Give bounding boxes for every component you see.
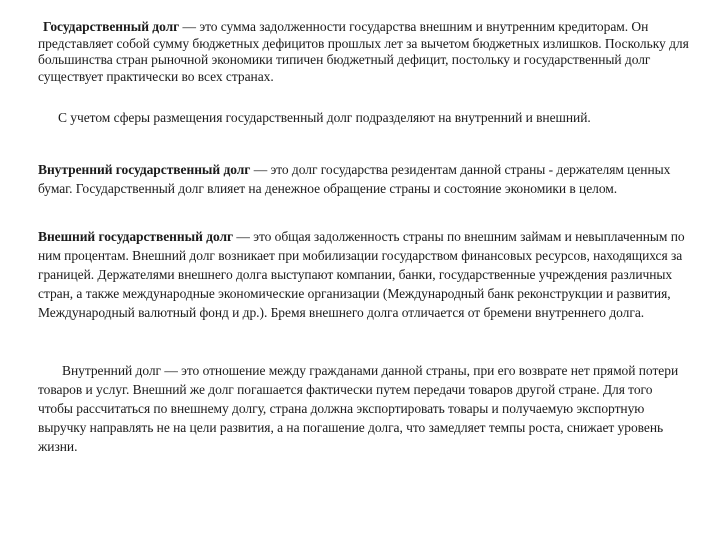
paragraph-text: Внутренний долг — это отношение между гражданами данной страны, при его возврате нет прямой потери товаров и услуг. Внешний же долг погашается фактически путем передачи товаров другой стране. Для того чтобы рассчитаться по внешнему долгу, страна должна экспортировать товары и получаемую экспортную выручку направлять не на цели развития, а на погашение долга, что замедляет темпы роста, снижает уровень жизни. xyxy=(38,363,679,454)
paragraph-debt-comparison xyxy=(38,361,690,456)
paragraph-text: — это долг государства резидентам данной страны - держателям ценных бумаг. Государственный долг влияет на денежное обращение страны и состояние экономики в целом. xyxy=(38,162,671,196)
term-internal-debt: Внутренний государственный долг xyxy=(38,162,251,177)
paragraph-external-debt xyxy=(38,227,690,322)
paragraph-debt-classification xyxy=(38,110,690,127)
paragraph-text: С учетом сферы размещения государственный долг подразделяют на внутренний и внешний. xyxy=(58,110,591,125)
paragraph-indent xyxy=(38,110,58,125)
paragraph-internal-debt xyxy=(38,160,690,198)
paragraph-text: — это сумма задолженности государства внешним и внутренним кредиторам. Он представляет собой сумму бюджетных дефицитов прошлых лет за вычетом бюджетных излишков. Поскольку для большинства стран рыночной экономики типичен бюджетный дефицит, постольку и государственный долг существует практически во всех странах. xyxy=(38,19,689,84)
term-external-debt: Внешний государственный долг xyxy=(38,229,234,244)
paragraph-state-debt-definition xyxy=(38,19,690,85)
paragraph-text: — это общая задолженность страны по внешним займам и невыплаченным по ним процентам. Внешний долг возникает при мобилизации государством финансовых ресурсов, находящихся за границей. Держателями внешнего долга выступают компании, банки, государственные учреждения различных стран, а также международные экономические организации (Международный банк реконструкции и развития, Международный валютный фонд и др.). Бремя внешнего долга отличается от бремени внутреннего долга. xyxy=(38,229,685,320)
term-state-debt: Государственный долг xyxy=(43,19,180,34)
paragraph-indent xyxy=(38,363,62,378)
